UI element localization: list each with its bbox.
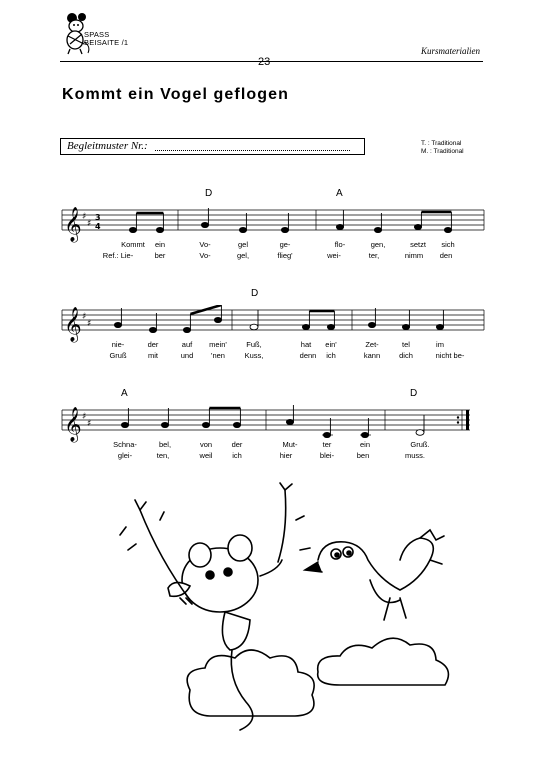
staff-3 — [0, 405, 546, 445]
lyric-syllable: hat — [300, 340, 312, 349]
series-line-2: BEISAITE /1 — [84, 38, 129, 47]
cloud-right-icon — [318, 638, 449, 685]
series-line-1: SPASS — [84, 30, 110, 39]
lyric-syllable: Kuss, — [244, 351, 264, 360]
lyric-syllable: nie- — [111, 340, 125, 349]
lyric-syllable: Gruß. — [410, 440, 430, 449]
lyric-syllable: Ref.: Lie- — [102, 251, 134, 260]
lyric-syllable: flo- — [334, 240, 346, 249]
treble-clef-icon: 𝄞 — [64, 207, 82, 242]
credit-text: T. : Traditional — [421, 140, 462, 147]
final-barline — [466, 410, 469, 430]
lyric-syllable: ein — [154, 240, 166, 249]
sharp-icon: ♯ — [87, 419, 92, 429]
chord-symbol: D — [410, 388, 418, 399]
lyric-syllable: setzt — [410, 240, 426, 249]
lyric-syllable: auf — [181, 340, 193, 349]
lyric-syllable: von — [199, 440, 213, 449]
lyric-syllable: glei- — [117, 451, 133, 460]
lyric-syllable: ber — [154, 251, 166, 260]
lyric-syllable: ge- — [279, 240, 291, 249]
lyric-syllable: flieg' — [277, 251, 293, 260]
repeat-dot — [457, 416, 459, 418]
lyric-syllable: tel — [402, 340, 410, 349]
lyric-syllable: blei- — [319, 451, 335, 460]
lyric-syllable: mit — [148, 351, 158, 360]
cloud-left-icon — [187, 650, 314, 716]
lyric-syllable: weil — [199, 451, 213, 460]
lyric-syllable: Zet- — [365, 340, 379, 349]
lyric-syllable: Vo- — [199, 251, 211, 260]
lyric-syllable: denn — [299, 351, 317, 360]
page-number: 23 — [258, 56, 271, 68]
lyric-syllable: gen, — [370, 240, 386, 249]
lyric-syllable: Kommt — [121, 240, 145, 249]
lyric-syllable: Mut- — [282, 440, 298, 449]
svg-text:3: 3 — [95, 213, 101, 222]
chord-symbol: A — [336, 188, 343, 199]
begleitmuster-fill-line[interactable] — [155, 150, 350, 151]
lyric-syllable: nimm — [404, 251, 424, 260]
lyric-syllable: sich — [441, 240, 455, 249]
chord-symbol: A — [121, 388, 128, 399]
lyric-syllable: der — [231, 440, 243, 449]
lyric-syllable: nicht be- — [435, 351, 465, 360]
sharp-icon: ♯ — [82, 212, 87, 222]
begleitmuster-box[interactable] — [60, 138, 365, 155]
sharp-icon: ♯ — [87, 319, 92, 329]
svg-text:4: 4 — [95, 222, 101, 231]
lyric-syllable: 'nen — [211, 351, 225, 360]
treble-clef-icon: 𝄞 — [64, 407, 82, 442]
lyric-syllable: der — [147, 340, 159, 349]
lyric-syllable: und — [180, 351, 194, 360]
repeat-dot — [457, 421, 459, 423]
lyric-syllable: Fuß, — [246, 340, 262, 349]
lyric-syllable: mein' — [209, 340, 227, 349]
sharp-icon: ♯ — [87, 219, 92, 229]
chord-symbol: D — [251, 288, 259, 299]
lyric-syllable: gel, — [236, 251, 250, 260]
lyric-syllable: dich — [399, 351, 413, 360]
sharp-icon: ♯ — [82, 412, 87, 422]
lyric-syllable: bel, — [158, 440, 172, 449]
lyric-syllable: ich — [326, 351, 336, 360]
staff-1 — [0, 205, 546, 245]
section-label: Kursmaterialien — [420, 46, 480, 56]
lyric-syllable: Vo- — [199, 240, 211, 249]
lyric-syllable: Schna- — [113, 440, 137, 449]
chord-symbol: D — [205, 188, 213, 199]
credits — [421, 140, 464, 156]
lyric-syllable: ein' — [325, 340, 337, 349]
song-title: Kommt ein Vogel geflogen — [62, 86, 290, 103]
lyric-syllable: den — [439, 251, 453, 260]
lyric-syllable: wei- — [327, 251, 341, 260]
mouse-illustration — [120, 483, 310, 730]
treble-clef-icon: 𝄞 — [64, 307, 82, 342]
cartoon-mouse-and-bird-illustration — [100, 480, 480, 740]
lyric-syllable: Gruß — [109, 351, 127, 360]
lyric-syllable: muss. — [404, 451, 426, 460]
begleitmuster-label: Begleitmuster Nr.: — [67, 140, 148, 152]
series-name — [84, 31, 128, 47]
lyric-syllable: ein — [359, 440, 371, 449]
lyric-syllable: ben — [356, 451, 370, 460]
lyric-syllable: ich — [232, 451, 242, 460]
bird-illustration — [305, 530, 444, 620]
lyric-syllable: ter — [322, 440, 332, 449]
lyric-syllable: im — [436, 340, 444, 349]
lyric-syllable: ter, — [368, 251, 380, 260]
lyric-syllable: kann — [363, 351, 381, 360]
lyric-syllable: gel — [237, 240, 249, 249]
sharp-icon: ♯ — [82, 312, 87, 322]
lyric-syllable: hier — [279, 451, 293, 460]
lyric-syllable: ten, — [156, 451, 170, 460]
header-rule — [60, 61, 483, 62]
staff-2 — [0, 305, 546, 345]
credit-melody: M. : Traditional — [421, 148, 464, 155]
